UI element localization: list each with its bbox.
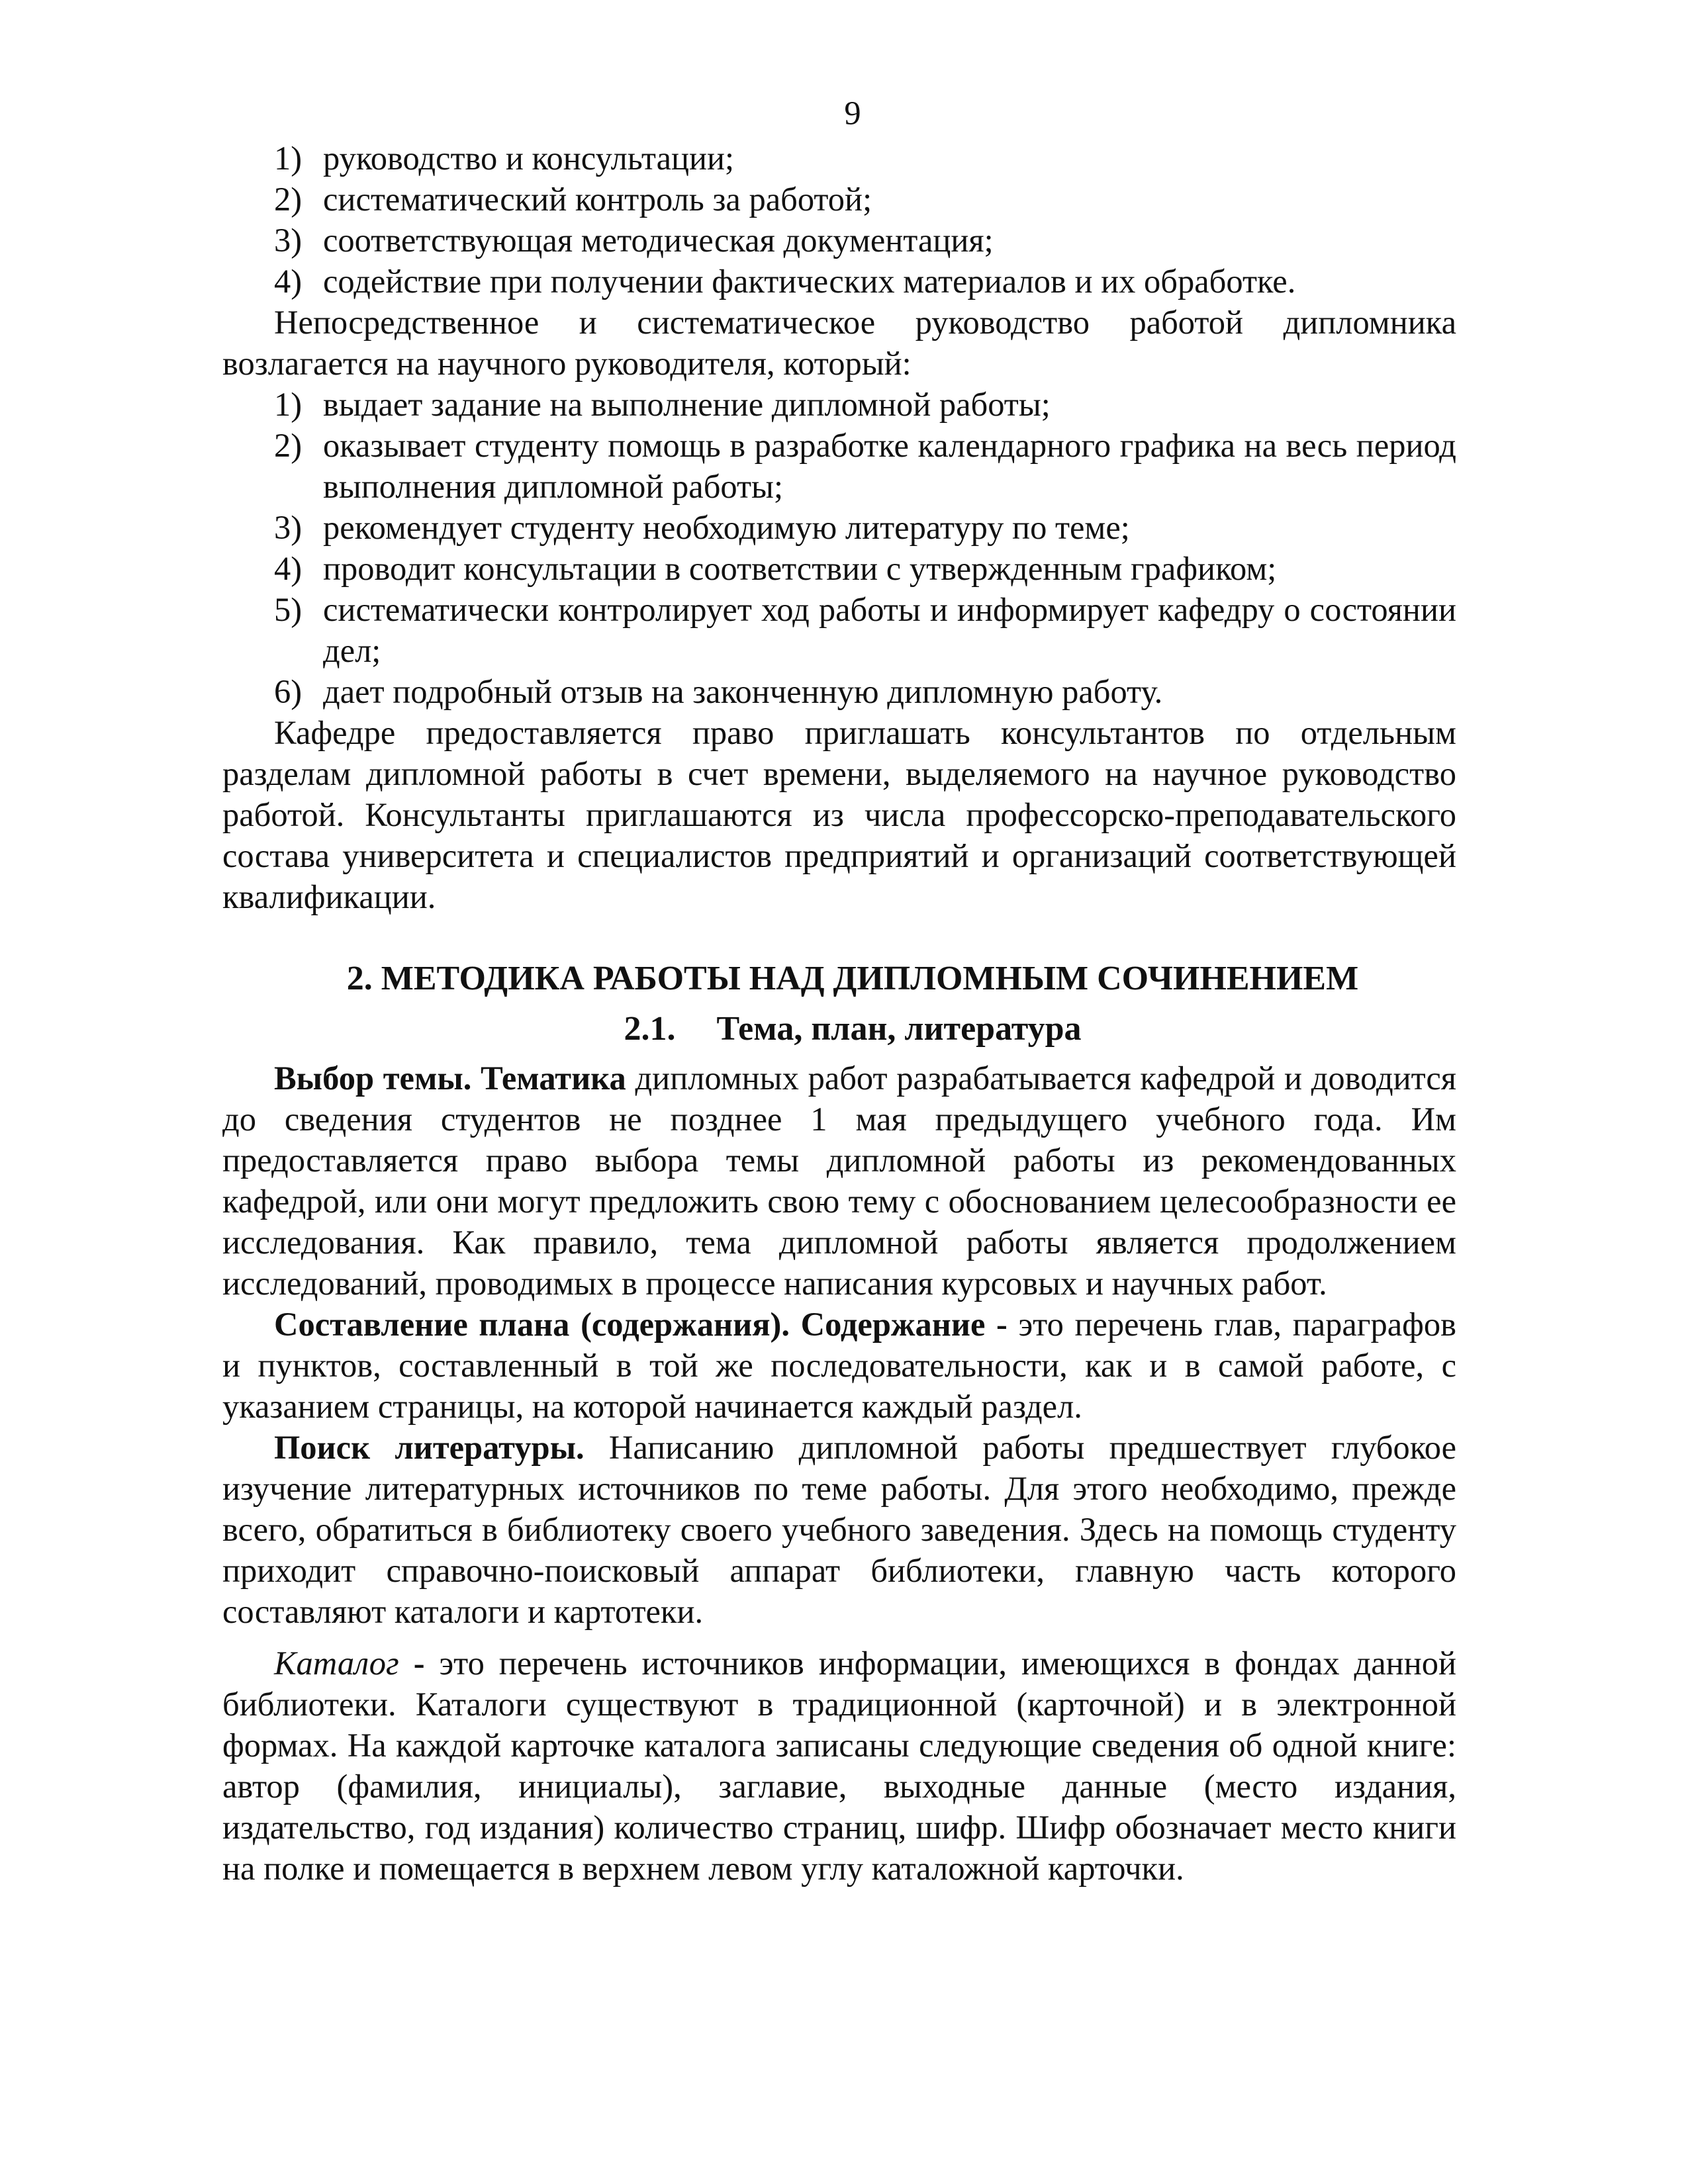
paragraph-body: дипломных работ разрабатывается кафедрой и доводится до сведения студентов не позднее 1 мая предыдущего учебного года. Им предоставляется право выбора темы дипломной работы из рекомендованных кафедрой, или они могут предложить свою тему с обоснованием целесообразности ее исследования. Как правило, тема дипломной работы является продолжением исследований, проводимых в процессе написания курсовых и научных работ. xyxy=(222,1060,1456,1302)
list-item xyxy=(222,425,1456,507)
subsection-number: 2.1. xyxy=(624,1010,676,1048)
list-item-number: 1) xyxy=(274,140,303,177)
subsection-title: Тема, план, литература xyxy=(716,1010,1082,1048)
list-item-text: соответствующая методическая документация; xyxy=(323,222,994,259)
list-item-number: 4) xyxy=(274,263,303,300)
list-item xyxy=(222,671,1456,712)
list-item-number: 3) xyxy=(274,222,303,259)
list-item-text: систематически контролирует ход работы и информирует кафедру о состоянии дел; xyxy=(323,591,1456,669)
list-item-text: руководство и консультации; xyxy=(323,140,735,177)
list-item-text: оказывает студенту помощь в разработке календарного графика на весь период выполнения дипломной работы; xyxy=(323,427,1456,505)
subsection-heading xyxy=(222,1009,1456,1050)
list-item-number: 6) xyxy=(274,673,303,710)
section-heading: 2. МЕТОДИКА РАБОТЫ НАД ДИПЛОМНЫМ СОЧИНЕНИЕМ xyxy=(346,960,1359,997)
list-item-text: содействие при получении фактических материалов и их обработке. xyxy=(323,263,1296,300)
paragraph-dash-bold: - xyxy=(399,1645,425,1682)
list-item xyxy=(222,138,1456,179)
document-page xyxy=(222,93,1456,1889)
paragraph-body: это перечень глав, параграфов и пунктов, составленный в той же последовательности, как и в самой работе, с указанием страницы, на которой начинается каждый раздел. xyxy=(222,1306,1456,1425)
list-item-text: проводит консультации в соответствии с утвержденным графиком; xyxy=(323,550,1277,587)
paragraph-lead-bold: Поиск литературы. xyxy=(274,1429,585,1466)
paragraph-supervisor-intro: Непосредственное и систематическое руководство работой дипломника возлагается на научного руководителя, который: xyxy=(222,304,1456,382)
paragraph-topic-choice xyxy=(222,1058,1456,1304)
list-item-text: выдает задание на выполнение дипломной работы; xyxy=(323,386,1051,423)
list-item xyxy=(222,261,1456,302)
list-item xyxy=(222,548,1456,589)
paragraph-plan xyxy=(222,1304,1456,1427)
page-number: 9 xyxy=(844,95,861,132)
list-item-number: 2) xyxy=(274,427,303,464)
paragraph-catalog xyxy=(222,1643,1456,1889)
list-item-text: систематический контроль за работой; xyxy=(323,181,872,218)
list-item xyxy=(222,589,1456,671)
list-item xyxy=(222,507,1456,548)
supervisor-duties-list xyxy=(222,384,1456,712)
paragraph-consultants: Кафедре предоставляется право приглашать консультантов по отдельным разделам дипломной работы в счет времени, выделяемого на научное руководство работой. Консультанты приглашаются из числа профессорско-преподавательского состава университета и специалистов предприятий и организаций соответствующей квалификации. xyxy=(222,714,1456,915)
list-item xyxy=(222,384,1456,425)
paragraph-lead-bold: Составление плана (содержания). Содержание - xyxy=(274,1306,1008,1343)
paragraph-lead-bold: Выбор темы. Тематика xyxy=(274,1060,626,1097)
list-item-number: 1) xyxy=(274,386,303,423)
paragraph-body: это перечень источников информации, имеющихся в фондах данной библиотеки. Каталоги существуют в традиционной (карточной) и в электронной формах. На каждой карточке каталога записаны следующие сведения об одной книге: автор (фамилия, инициалы), заглавие, выходные данные (место издания, издательство, год издания) количество страниц, шифр. Шифр обозначает место книги на полке и помещается в верхнем левом углу каталожной карточки. xyxy=(222,1645,1456,1887)
list-item-text: рекомендует студенту необходимую литературу по теме; xyxy=(323,509,1130,546)
list-item-number: 2) xyxy=(274,181,303,218)
list-item xyxy=(222,179,1456,220)
list-item-text: дает подробный отзыв на законченную дипломную работу. xyxy=(323,673,1163,710)
paragraph-literature-search xyxy=(222,1427,1456,1632)
list-item-number: 3) xyxy=(274,509,303,546)
list-item-number: 4) xyxy=(274,550,303,587)
list-item-number: 5) xyxy=(274,591,303,628)
paragraph-body: Написанию дипломной работы предшествует глубокое изучение литературных источников по теме работы. Для этого необходимо, прежде всего, обратиться в библиотеку своего учебного заведения. Здесь на помощь студенту приходит справочно-поисковый аппарат библиотеки, главную часть которого составляют каталоги и картотеки. xyxy=(222,1429,1456,1630)
paragraph-lead-italic: Каталог xyxy=(274,1645,399,1682)
support-list xyxy=(222,138,1456,302)
list-item xyxy=(222,220,1456,261)
